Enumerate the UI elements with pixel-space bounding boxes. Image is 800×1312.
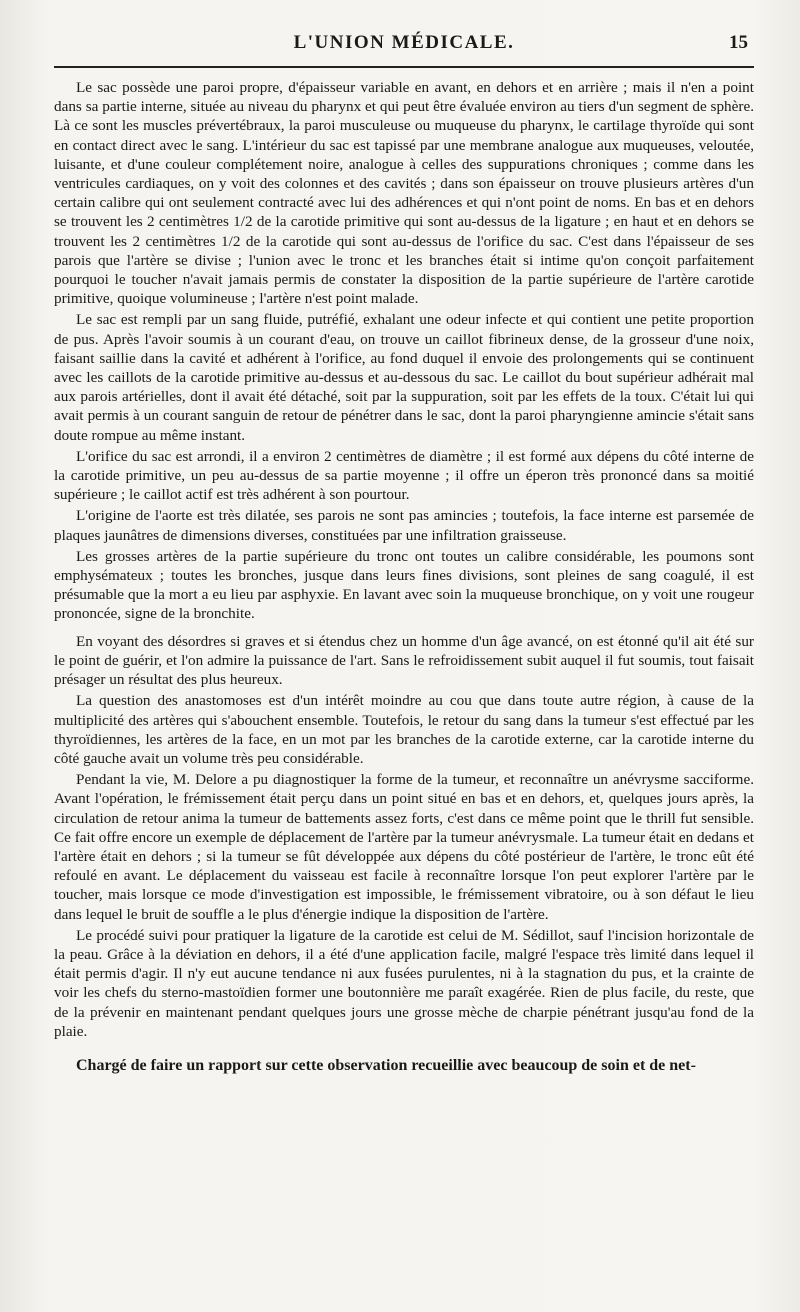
header-rule [54, 66, 754, 68]
paragraph: Le procédé suivi pour pratiquer la ligature de la carotide est celui de M. Sédillot, sauf l'incision horizontale de la peau. Grâce à la déviation en dehors, il a été d'une application facile, malgré l'espace très limité dans lequel il était permis d'agir. Il n'y eut aucune tendance ni aux fusées purulentes, ni à la stagnation du pus, et la crainte de voir les chefs du sterno-mastoïdien former une boutonnière me paraît exagérée. Rien de plus facile, du reste, que de la prévenir en maintenant pendant quelques jours une grosse mèche de charpie pénétrant jusqu'au fond de la plaie. [54, 926, 754, 1040]
paragraph: Pendant la vie, M. Delore a pu diagnostiquer la forme de la tumeur, et reconnaître un anévrysme sacciforme. Avant l'opération, le frémissement était perçu dans un point situé en bas et en dehors, et, quelques jours après, la circulation de retour anima la tumeur de battements assez forts, c'est dans ce même point que le thrill fut sensible. Ce fait offre encore un exemple de déplacement de l'artère par la tumeur anévrysmale. La tumeur était en dedans et l'artère était en dehors ; si la tumeur se fût développée aux dépens du côté postérieur de l'artère, le tronc eût été refoulé en avant. Le déplacement du vaisseau est facile à reconnaître lorsque l'on peut explorer l'artère par le toucher, mais lorsque ce mode d'investigation est impossible, le frémissement vibratoire, ou à son défaut le lieu dans lequel le bruit de souffle a le plus d'énergie indique la disposition de l'artère. [54, 771, 754, 923]
page-header [54, 26, 754, 56]
paragraph: Le sac est rempli par un sang fluide, putréfié, exhalant une odeur infecte et qui contient une petite proportion de pus. Après l'avoir soumis à un courant d'eau, on trouve un caillot fibrineux dense, de la grosseur d'une noix, faisant saillie dans la cavité et adhérent à l'orifice, au fond duquel il envoie des prolongements qui se continuent avec les caillots de la carotide primitive au-dessus et au-dessous du sac. Le caillot du bout supérieur adhérait mal aux parois artérielles, dont il avait été détaché, soit par la suppuration, soit par les effets de la toux. C'était lui qui avait permis à un courant sanguin de retour de pénétrer dans le sac, dont la paroi pharyngienne amincie s'était sans doute rompue au même instant. [54, 311, 754, 444]
page-number: 15 [729, 32, 748, 53]
paragraph: Le sac possède une paroi propre, d'épaisseur variable en avant, en dehors et en arrière ; mais il n'en a point dans sa partie interne, située au niveau du pharynx et qui peut être évaluée environ au tiers d'un segment de sphère. Là ce sont les muscles prévertébraux, la paroi musculeuse ou muqueuse du pharynx, le cartilage thyroïde qui sont en contact direct avec le sang. L'intérieur du sac est tapissé par une membrane analogue aux muqueuses, veloutée, luisante, et d'une couleur complétement noire, analogue à celles des suppurations chroniques ; comme dans les ventricules cardiaques, on y voit des colonnes et des cavités ; dans son épaisseur on trouve plusieurs artères d'un certain calibre qui ont seulement contracté avec lui des adhérences et qui n'ont point de noms. En bas et en dehors se trouvent les 2 centimètres 1/2 de la carotide primitive qui sont au-dessus de la ligature ; en haut et en dehors se trouvent les 2 centimètres 1/2 de la carotide qui sont au-dessus de l'orifice du sac. C'est dans l'épaisseur de ses parois que l'artère se divise ; l'union avec le tronc et les branches était si intime qu'on conçoit parfaitement pourquoi le toucher n'avait jamais permis de constater la disposition de la partie supérieure de l'artère carotide primitive, quoique volumineuse ; l'artère n'est point malade. [54, 79, 754, 308]
continuation-line: Chargé de faire un rapport sur cette observation recueillie avec beaucoup de soin et de net- [76, 1056, 696, 1074]
paragraph: L'orifice du sac est arrondi, il a environ 2 centimètres de diamètre ; il est formé aux dépens du côté interne de la carotide primitive, un peu au-dessus de sa partie moyenne ; il offre un éperon très prononcé dans sa moitié supérieure ; le caillot actif est très adhérent à son pourtour. [54, 447, 754, 504]
running-title: L'UNION MÉDICALE. [293, 32, 515, 53]
paragraph: La question des anastomoses est d'un intérêt moindre au cou que dans toute autre région, à cause de la multiplicité des artères qui s'abouchent ensemble. Toutefois, le retour du sang dans la tumeur s'est effectué par les thyroïdiennes, les artères de la face, en un mot par les branches de la carotide externe, car la carotide interne du côté gauche avait un volume très peu considérable. [54, 692, 754, 767]
paragraph: L'origine de l'aorte est très dilatée, ses parois ne sont pas amincies ; toutefois, la face interne est parsemée de plaques jaunâtres de dimensions diverses, constituées par une infiltration graisseuse. [54, 507, 754, 544]
paragraph: Les grosses artères de la partie supérieure du tronc ont toutes un calibre considérable, les poumons sont emphysémateux ; toutes les bronches, jusque dans leurs fines divisions, sont pleines de sang coagulé, il est présumable que la mort a eu lieu par asphyxie. En lavant avec soin la muqueuse bronchique, on y voit une rougeur prononcée, signe de la bronchite. [54, 547, 754, 623]
article-body [54, 78, 754, 1041]
paragraph: En voyant des désordres si graves et si étendus chez un homme d'un âge avancé, on est étonné qu'il ait été sur le point de guérir, et l'on admire la puissance de l'art. Sans le refroidissement subit auquel il fut soumis, tout faisait présager un résultat des plus heureux. [54, 632, 754, 689]
